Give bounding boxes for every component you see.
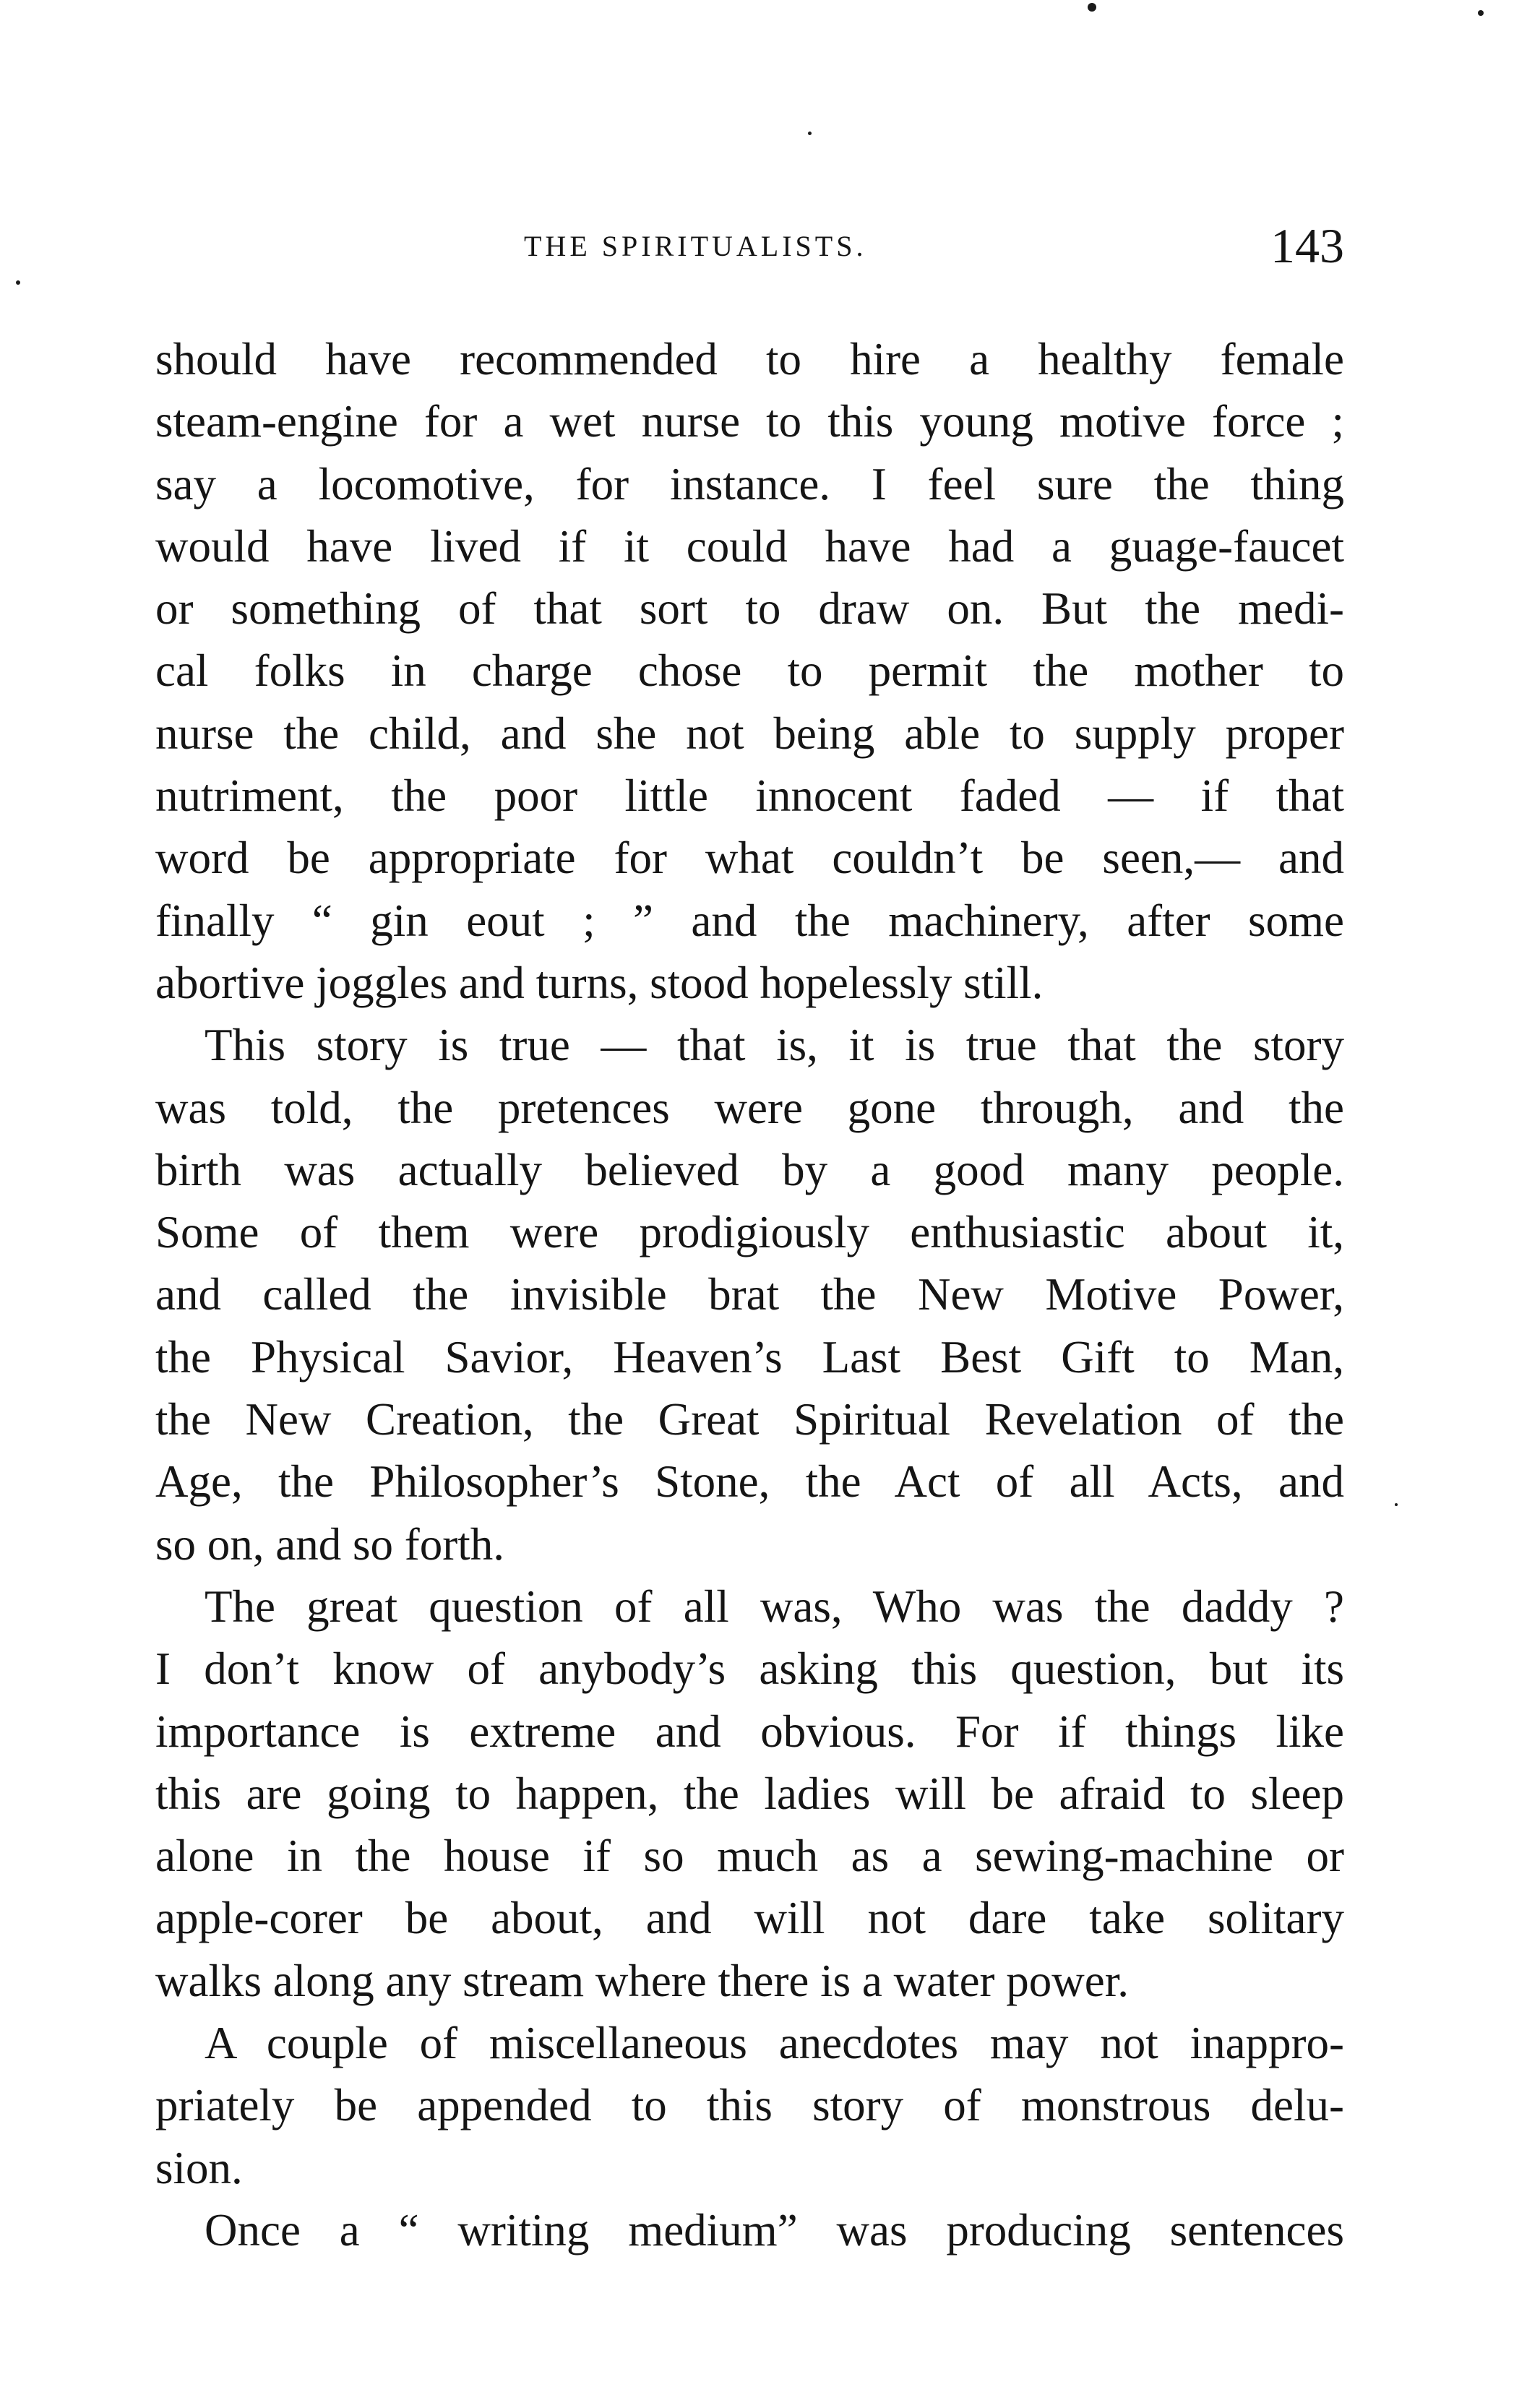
text-line: finally “ gin eout ; ” and the machinery, after some	[155, 895, 1344, 946]
text-line: The great question of all was, Who was the daddy ?	[205, 1581, 1344, 1632]
body-text	[155, 328, 1344, 2261]
text-line: alone in the house if so much as a sewing-machine or	[155, 1831, 1344, 1882]
text-line: this are going to happen, the ladies will be afraid to sleep	[155, 1768, 1344, 1819]
text-line: was told, the pretences were gone through, and the	[155, 1082, 1344, 1133]
text-line: nutriment, the poor little innocent faded — if that	[155, 770, 1344, 822]
text-line: walks along any stream where there is a water power.	[155, 1955, 1129, 2006]
text-line: steam-engine for a wet nurse to this young motive force ;	[155, 396, 1344, 447]
text-line: sion.	[155, 2142, 243, 2193]
text-line: would have lived if it could have had a guage-faucet	[155, 520, 1344, 572]
text-line: apple-corer be about, and will not dare take solitary	[155, 1893, 1344, 1944]
scan-speck	[1478, 10, 1484, 16]
scan-speck	[16, 280, 20, 285]
text-line: and called the invisible brat the New Motive Power,	[155, 1269, 1344, 1320]
text-line: should have recommended to hire a healthy female	[155, 334, 1344, 384]
text-line: Age, the Philosopher’s Stone, the Act of all Acts, and	[155, 1456, 1344, 1508]
text-line: A couple of miscellaneous anecdotes may not inappro-	[205, 2018, 1344, 2069]
text-line: abortive joggles and turns, stood hopelessly still.	[155, 957, 1044, 1008]
text-line: This story is true — that is, it is true that the story	[205, 1020, 1344, 1071]
scan-speck	[1395, 1503, 1398, 1506]
text-line: I don’t know of anybody’s asking this question, but its	[155, 1643, 1344, 1695]
running-head	[155, 217, 1344, 275]
text-line: importance is extreme and obvious. For if things like	[155, 1706, 1344, 1757]
text-line: Some of them were prodigiously enthusiastic about it,	[155, 1207, 1344, 1258]
running-title: THE SPIRITUALISTS.	[524, 230, 867, 262]
scan-speck	[808, 132, 812, 135]
text-line: priately be appended to this story of monstrous delu-	[155, 2080, 1344, 2131]
page-number: 143	[1270, 218, 1344, 273]
text-line: the Physical Savior, Heaven’s Last Best Gift to Man,	[155, 1331, 1344, 1383]
text-line: Once a “ writing medium” was producing sentences	[205, 2204, 1344, 2256]
text-line: cal folks in charge chose to permit the mother to	[155, 645, 1344, 697]
scan-speck	[1088, 3, 1096, 12]
text-line: the New Creation, the Great Spiritual Revelation of the	[155, 1394, 1344, 1445]
text-line: so on, and so forth.	[155, 1518, 504, 1570]
text-line: word be appropriate for what couldn’t be seen,— and	[155, 833, 1344, 884]
text-line: say a locomotive, for instance. I feel sure the thing	[155, 458, 1344, 509]
text-line: nurse the child, and she not being able to supply proper	[155, 708, 1344, 759]
text-line: or something of that sort to draw on. But the medi-	[155, 583, 1344, 635]
text-line: birth was actually believed by a good many people.	[155, 1144, 1344, 1195]
